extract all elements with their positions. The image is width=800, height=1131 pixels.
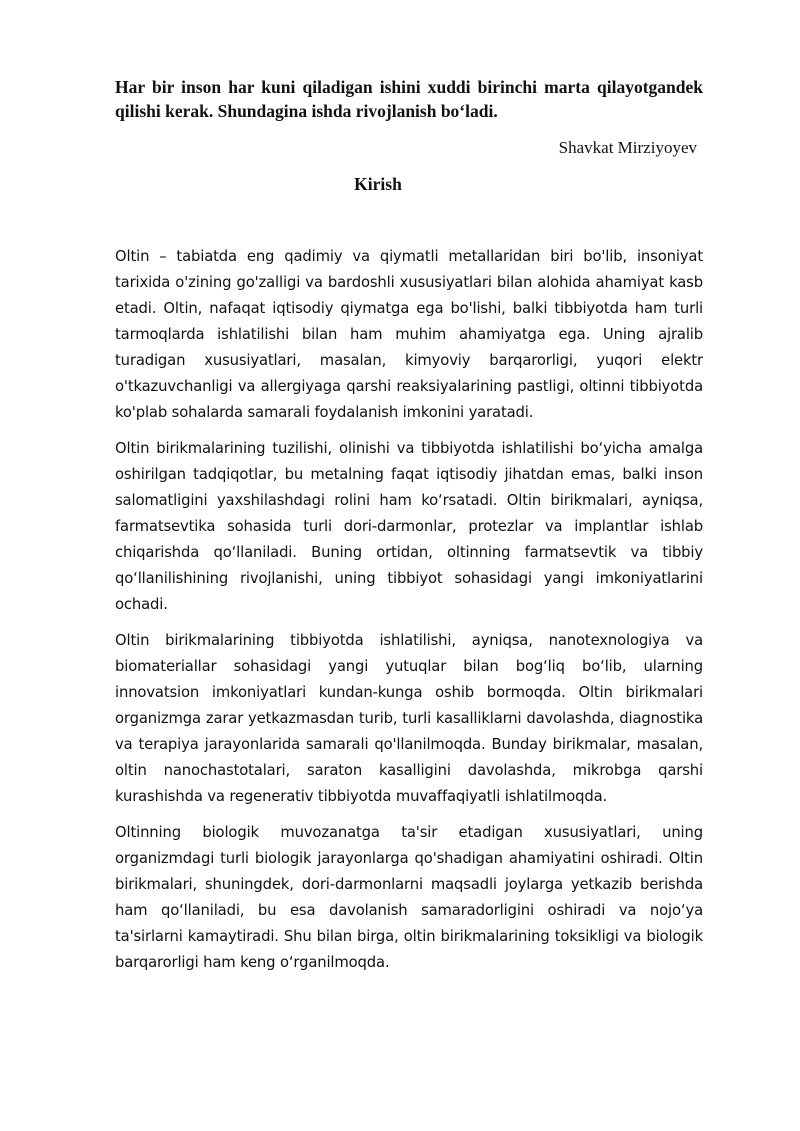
epigraph-quote: Har bir inson har kuni qiladigan ishini xuddi birinchi marta qilayotgandek qilishi kerak. Shundagina ishda rivojlanish bo‘ladi. <box>115 77 703 121</box>
body-text <box>115 244 703 986</box>
section-heading: Kirish <box>354 174 402 194</box>
paragraph: Oltinning biologik muvozanatga ta'sir etadigan xususiyatlari, uning organizmdagi turli biologik jarayonlarga qo'shadigan ahamiyatini oshiradi. Oltin birikmalari, shuningdek, dori-darmonlarni maqsadli joylarga yetkazib berishda ham qo‘llaniladi, bu esa davolanish samaradorligini oshiradi va nojo‘ya ta'sirlarni kamaytiradi. Shu bilan birga, oltin birikmalarining toksikligi va biologik barqarorligi ham keng o‘rganilmoqda. <box>115 824 703 971</box>
paragraph: Oltin – tabiatda eng qadimiy va qiymatli metallaridan biri bo'lib, insoniyat tarixida o'zining go'zalligi va bardoshli xususiyatlari bilan alohida ahamiyat kasb etadi. Oltin, nafaqat iqtisodiy qiymatga ega bo'lishi, balki tibbiyotda ham turli tarmoqlarda ishlatilishi bilan ham muhim ahamiyatga ega. Uning ajralib turadigan xususiyatlari, masalan, kimyoviy barqarorligi, yuqori elektr o'tkazuvchanligi va allergiyaga qarshi reaksiyalarining pastligi, oltinni tibbiyotda ko'plab sohalarda samarali foydalanish imkonini yaratadi. <box>115 248 703 421</box>
epigraph-author: Shavkat Mirziyoyev <box>558 138 697 157</box>
paragraph: Oltin birikmalarining tuzilishi, olinishi va tibbiyotda ishlatilishi bo‘yicha amalga oshirilgan tadqiqotlar, bu metalning faqat iqtisodiy jihatdan emas, balki inson salomatligini yaxshilashdagi rolini ham ko‘rsatadi. Oltin birikmalari, ayniqsa, farmatsevtika sohasida turli dori-darmonlar, protezlar va implantlar ishlab chiqarishda qo‘llaniladi. Buning ortidan, oltinning farmatsevtik va tibbiy qo‘llanilishining rivojlanishi, uning tibbiyot sohasidagi yangi imkoniyatlarini ochadi. <box>115 440 703 613</box>
paragraph: Oltin birikmalarining tibbiyotda ishlatilishi, ayniqsa, nanotexnologiya va biomateriallar sohasidagi yangi yutuqlar bilan bog‘liq bo‘lib, ularning innovatsion imkoniyatlari kundan-kunga oshib bormoqda. Oltin birikmalari organizmga zarar yetkazmasdan turib, turli kasalliklarni davolashda, diagnostika va terapiya jarayonlarida samarali qo'llanilmoqda. Bunday birikmalar, masalan, oltin nanochastotalari, saraton kasalligini davolashda, mikrobga qarshi kurashishda va regenerativ tibbiyotda muvaffaqiyatli ishlatilmoqda. <box>115 632 703 805</box>
